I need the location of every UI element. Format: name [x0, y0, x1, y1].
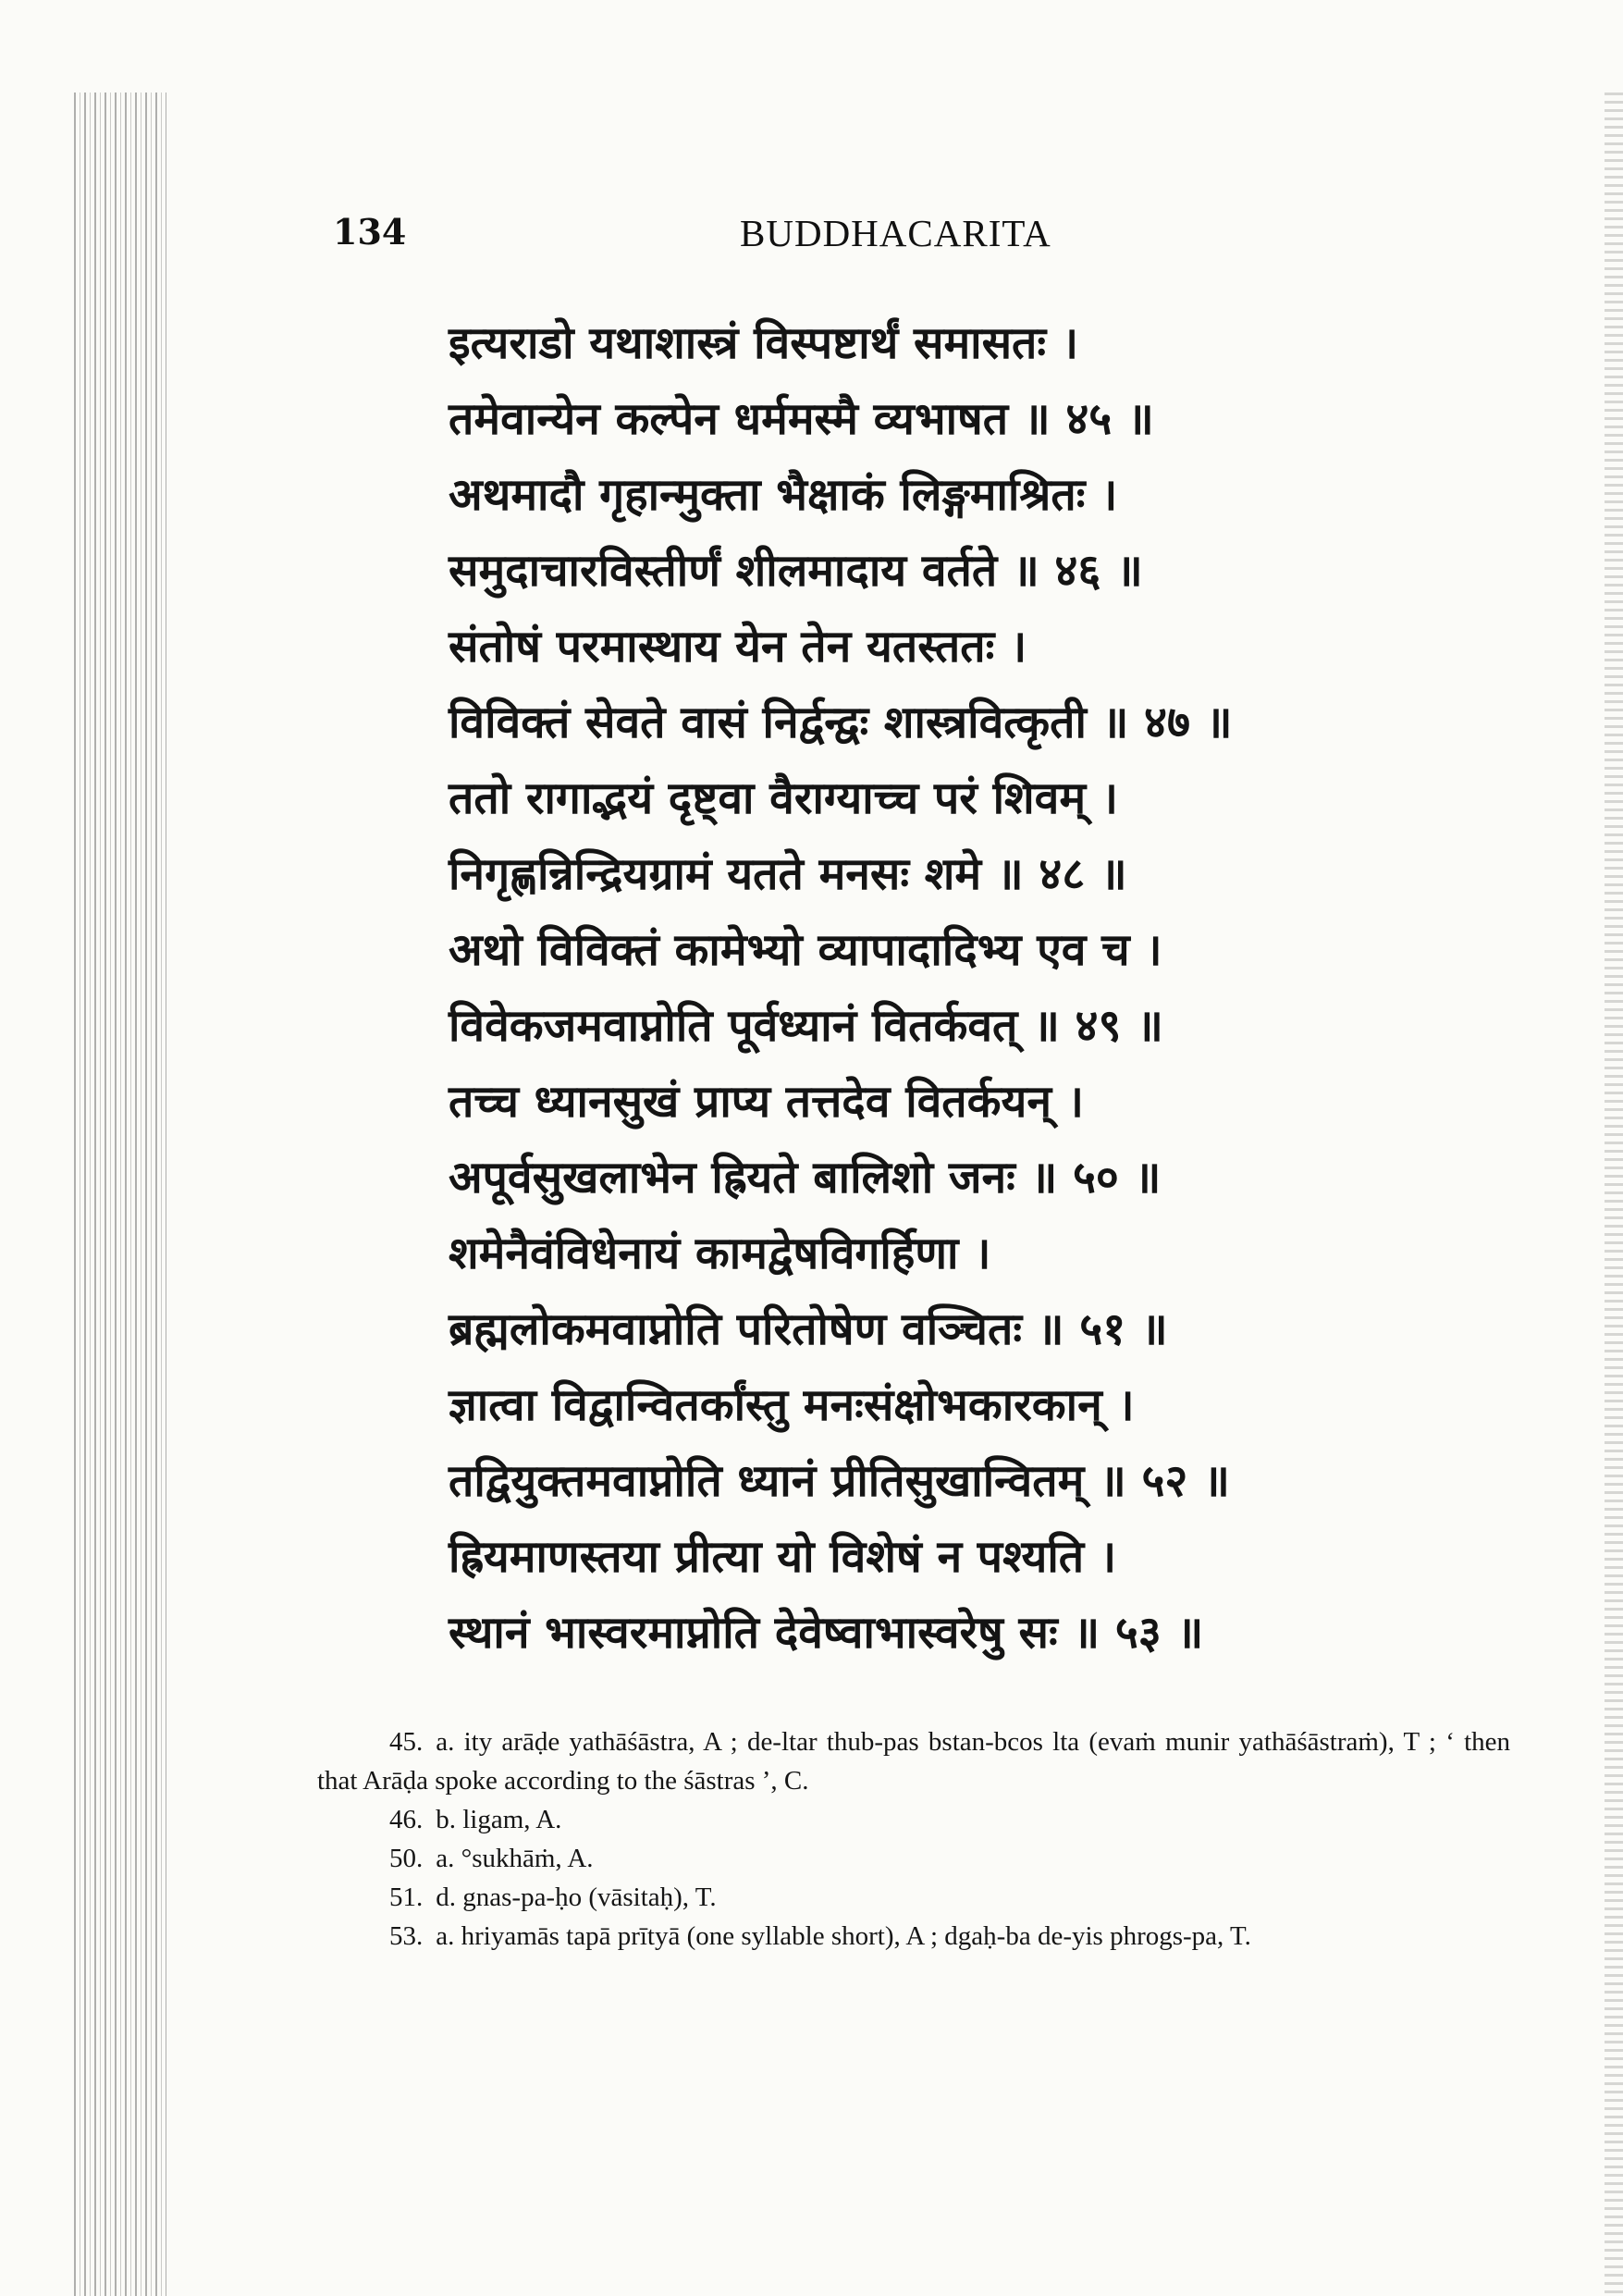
scan-binding-shadow-left: [74, 93, 166, 2296]
verse-line: विवेकजमवाप्नोति पूर्वध्यानं वितर्कवत् ॥ ४९ ॥: [449, 1000, 1163, 1052]
page-number: 134: [333, 211, 407, 253]
footnote: [317, 1878, 1510, 1917]
verse-line: इत्यराडो यथाशास्त्रं विस्पष्टार्थं समासतः ।: [449, 317, 1079, 369]
verse-line: शमेनैवंविधेनायं कामद्वेषविगर्हिणा ।: [449, 1228, 991, 1279]
verse-line: विविक्तं सेवते वासं निर्द्वन्द्वः शास्त्रवित्कृती ॥ ४७ ॥: [449, 697, 1233, 748]
verse-line: संतोषं परमास्थाय येन तेन यतस्ततः ।: [449, 621, 1027, 673]
footnote-number: 45.: [389, 1727, 424, 1757]
verse-line: अथमादौ गृहान्मुक्ता भैक्षाकं लिङ्गमाश्रितः ।: [449, 469, 1118, 521]
footnote-text: d. gnas-pa-ḥo (vāsitaḥ), T.: [436, 1882, 717, 1912]
verse-line: समुदाचारविस्तीर्णं शीलमादाय वर्तते ॥ ४६ ॥: [449, 545, 1143, 597]
footnote: [317, 1800, 1510, 1839]
footnote-number: 51.: [389, 1882, 424, 1912]
verse-line: ज्ञात्वा विद्वान्वितर्कांस्तु मनःसंक्षोभकारकान् ।: [449, 1379, 1135, 1431]
verse-line: तच्च ध्यानसुखं प्राप्य तत्तदेव वितर्कयन् ।: [449, 1076, 1084, 1128]
verse-line: तद्वियुक्तमवाप्नोति ध्यानं प्रीतिसुखान्वितम् ॥ ५२ ॥: [449, 1455, 1230, 1507]
verse-line: अथो विविक्तं कामेभ्यो व्यापादादिभ्य एव च ।: [449, 924, 1162, 976]
footnote: [317, 1722, 1510, 1800]
verse-line: ततो रागाद्भयं दृष्ट्वा वैराग्याच्च परं शिवम् ।: [449, 772, 1118, 824]
verse-line: निगृह्णन्निन्द्रियग्रामं यतते मनसः शमे ॥ ४८ ॥: [449, 848, 1127, 900]
page-header: [333, 211, 1535, 259]
verse-line: ब्रह्मलोकमवाप्नोति परितोषेण वञ्चितः ॥ ५१ ॥: [449, 1303, 1168, 1355]
verse-line: स्थानं भास्वरमाप्नोति देवेष्वाभास्वरेषु सः ॥ ५३ ॥: [449, 1607, 1204, 1659]
footnote: [317, 1839, 1510, 1878]
running-title: BUDDHACARITA: [740, 212, 1051, 254]
footnote-text: a. hriyamās tapā prītyā (one syllable short), A ; dgaḥ-ba de-yis phrogs-pa, T.: [436, 1921, 1251, 1951]
scan-binding-shadow-right: [1605, 93, 1623, 2296]
footnote-number: 53.: [389, 1921, 424, 1951]
footnote-number: 50.: [389, 1844, 424, 1873]
footnote-text: b. ligam, A.: [436, 1805, 562, 1834]
verse-line: ह्रियमाणस्तया प्रीत्या यो विशेषं न पश्यति ।: [449, 1531, 1117, 1583]
footnote-text: a. °sukhāṁ, A.: [436, 1844, 594, 1873]
verse-line: अपूर्वसुखलाभेन ह्रियते बालिशो जनः ॥ ५० ॥: [449, 1152, 1162, 1204]
footnote-text: a. ity arāḍe yathāśāstra, A ; de-ltar thub-pas bstan-bcos lta (evaṁ munir yathāśāstraṁ), T ; ‘ then that Arāḍa spoke according to the śāstras ’, C.: [317, 1727, 1510, 1796]
verse-line: तमेवान्येन कल्पेन धर्ममस्मै व्यभाषत ॥ ४५ ॥: [449, 393, 1154, 445]
critical-apparatus-notes: [317, 1722, 1510, 1956]
sanskrit-verses: [449, 305, 1503, 1671]
footnote-number: 46.: [389, 1805, 424, 1834]
footnote: [317, 1917, 1510, 1956]
